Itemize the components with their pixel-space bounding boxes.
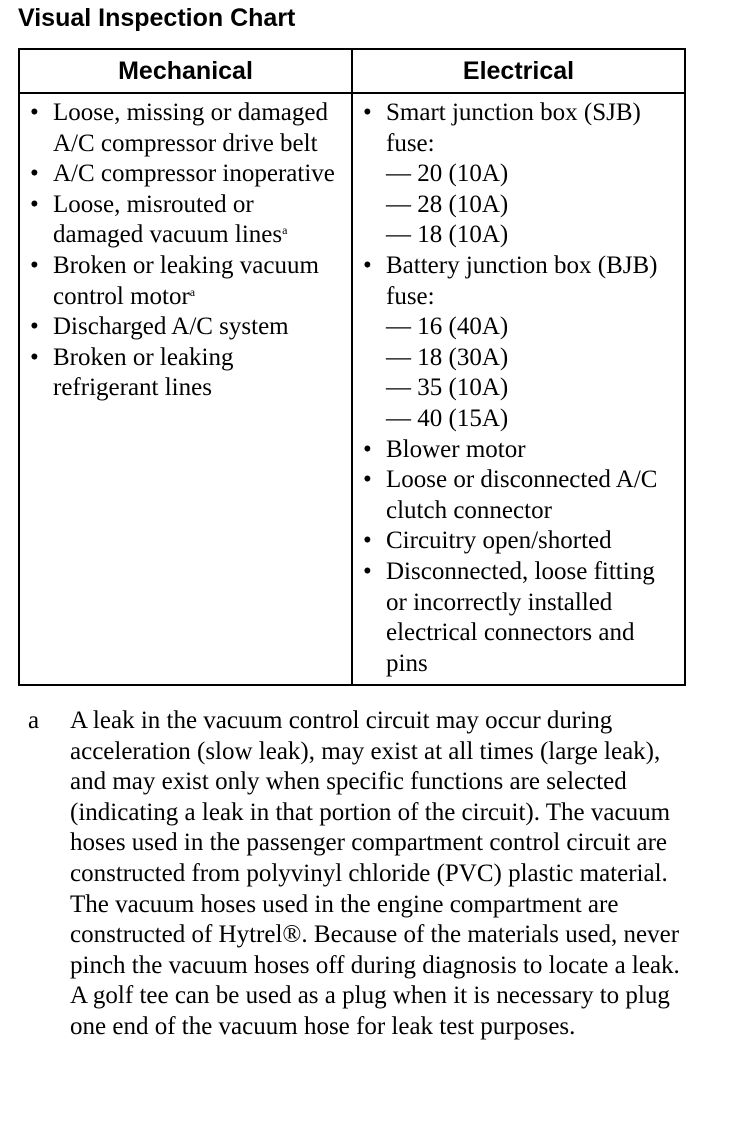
bullet-icon: •	[30, 251, 39, 279]
footnote	[28, 706, 688, 1043]
bullet-icon: •	[363, 435, 372, 463]
bullet-icon: •	[30, 313, 39, 341]
list-item-text: Loose, missing or damaged A/C compressor drive belt	[53, 99, 328, 157]
list-item-text: Broken or leaking vacuum control motor	[53, 251, 319, 310]
table-header-row	[19, 49, 685, 93]
table-row	[19, 93, 685, 685]
column-header-electrical: Electrical	[352, 49, 685, 93]
list-item-text: Battery junction box (BJB) fuse:	[386, 251, 658, 310]
list-item-text: Loose, misrouted or damaged vacuum lines	[53, 190, 283, 249]
list-item-text: Smart junction box (SJB) fuse:	[386, 99, 641, 157]
bullet-icon: •	[30, 99, 39, 126]
bullet-icon: •	[363, 527, 372, 555]
bullet-icon: •	[30, 190, 39, 218]
list-item	[28, 312, 343, 343]
mechanical-cell	[19, 93, 352, 685]
inspection-table	[18, 48, 686, 686]
footnote-marker: a	[28, 707, 40, 734]
list-item-text: Circuitry open/shorted	[386, 527, 612, 555]
fuse-item: — 35 (10A)	[386, 374, 509, 402]
bullet-icon: •	[363, 557, 372, 585]
bullet-icon: •	[363, 99, 372, 126]
fuse-item: — 40 (15A)	[386, 404, 509, 432]
footnote-reference: a	[282, 223, 288, 238]
list-item	[361, 98, 676, 251]
fuse-item: — 18 (10A)	[386, 221, 509, 249]
list-item	[361, 465, 676, 526]
footnote-reference: a	[189, 284, 196, 299]
fuse-item: — 28 (10A)	[386, 190, 509, 218]
list-item	[28, 98, 343, 159]
list-item-text: Broken or leaking refrigerant lines	[53, 343, 234, 402]
list-item-text: A/C compressor inoperative	[53, 160, 335, 188]
bullet-icon: •	[363, 466, 372, 494]
footnote-text: A leak in the vacuum control circuit may occur during acceleration (slow leak), may exist at all times (large leak), and may exist only when specific functions are selected (indicating a leak in that portion of the circuit). The vacuum hoses used in the passenger compartment control circuit are constructed from polyvinyl chloride (PVC) plastic material. The vacuum hoses used in the engine compartment are constructed of Hytrel®. Because of the materials used, never pinch the vacuum hoses off during diagnosis to locate a leak. A golf tee can be used as a plug when it is necessary to plug one end of the vacuum hose for leak test purposes.	[70, 707, 680, 1040]
list-item-text: Blower motor	[386, 435, 526, 463]
list-item	[361, 435, 676, 466]
page-title: Visual Inspection Chart	[18, 4, 296, 32]
electrical-list	[361, 98, 676, 679]
fuse-item: — 16 (40A)	[386, 313, 509, 341]
list-item	[28, 343, 343, 404]
mechanical-list	[28, 98, 343, 404]
list-item	[28, 190, 343, 251]
fuse-item: — 20 (10A)	[386, 160, 509, 188]
bullet-icon: •	[30, 343, 39, 371]
bullet-icon: •	[363, 251, 372, 279]
list-item-text: Discharged A/C system	[53, 313, 289, 341]
bullet-icon: •	[30, 160, 39, 188]
list-item	[361, 557, 676, 679]
column-header-mechanical: Mechanical	[19, 49, 352, 93]
list-item	[28, 251, 343, 312]
list-item-text: Disconnected, loose fitting or incorrectly installed electrical connectors and pins	[386, 557, 655, 677]
list-item	[28, 159, 343, 190]
electrical-cell	[352, 93, 685, 685]
list-item	[361, 251, 676, 435]
list-item-text: Loose or disconnected A/C clutch connector	[386, 466, 658, 524]
fuse-item: — 18 (30A)	[386, 343, 509, 371]
list-item	[361, 526, 676, 557]
